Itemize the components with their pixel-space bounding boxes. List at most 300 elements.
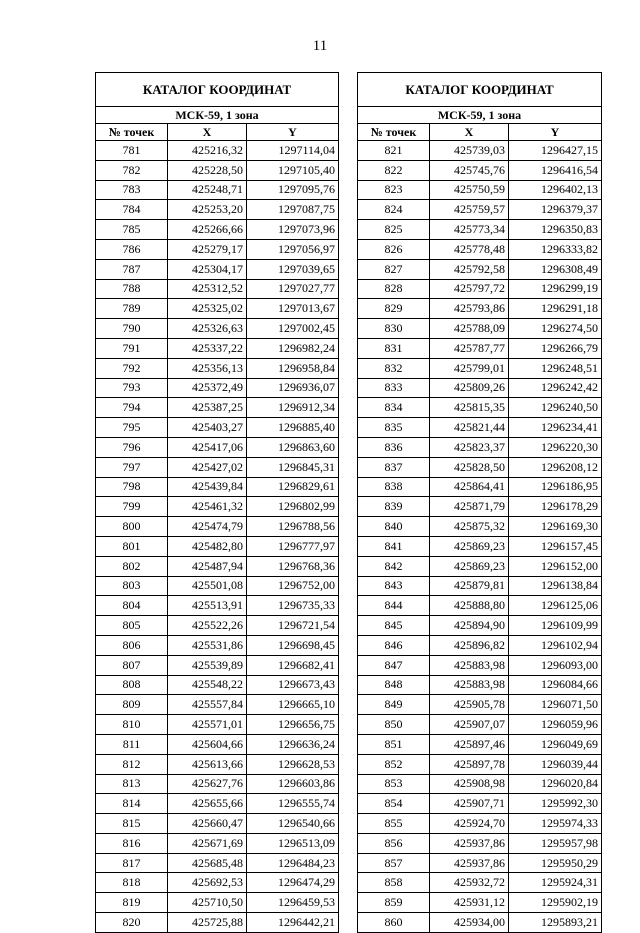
x-coordinate-cell: 425937,86: [430, 853, 509, 873]
table-row: [96, 220, 339, 240]
y-coordinate-cell: 1296248,51: [509, 358, 602, 378]
point-number-cell: 816: [96, 833, 168, 853]
x-coordinate-cell: 425907,07: [430, 715, 509, 735]
y-coordinate-cell: 1296982,24: [247, 338, 339, 358]
table-row: [96, 695, 339, 715]
table-row: [96, 358, 339, 378]
x-coordinate-cell: 425739,03: [430, 141, 509, 161]
point-number-cell: 838: [358, 477, 430, 497]
x-coordinate-cell: 425725,88: [168, 913, 247, 933]
point-number-cell: 829: [358, 299, 430, 319]
column-header-x: X: [168, 124, 247, 141]
y-coordinate-cell: 1296299,19: [509, 279, 602, 299]
table-row: [358, 814, 602, 834]
y-coordinate-cell: 1296474,29: [247, 873, 339, 893]
point-number-cell: 799: [96, 497, 168, 517]
table-row: [96, 893, 339, 913]
x-coordinate-cell: 425337,22: [168, 338, 247, 358]
x-coordinate-cell: 425787,77: [430, 338, 509, 358]
x-coordinate-cell: 425809,26: [430, 378, 509, 398]
table-row: [358, 794, 602, 814]
x-coordinate-cell: 425792,58: [430, 259, 509, 279]
y-coordinate-cell: 1296829,61: [247, 477, 339, 497]
point-number-cell: 828: [358, 279, 430, 299]
x-coordinate-cell: 425896,82: [430, 635, 509, 655]
point-number-cell: 823: [358, 180, 430, 200]
x-coordinate-cell: 425627,76: [168, 774, 247, 794]
point-number-cell: 844: [358, 596, 430, 616]
y-coordinate-cell: 1296138,84: [509, 576, 602, 596]
x-coordinate-cell: 425778,48: [430, 239, 509, 259]
point-number-cell: 797: [96, 457, 168, 477]
table-row: [358, 675, 602, 695]
table-row: [96, 734, 339, 754]
y-coordinate-cell: 1295902,19: [509, 893, 602, 913]
point-number-cell: 858: [358, 873, 430, 893]
y-coordinate-cell: 1296721,54: [247, 616, 339, 636]
y-coordinate-cell: 1296698,45: [247, 635, 339, 655]
x-coordinate-cell: 425387,25: [168, 398, 247, 418]
x-coordinate-cell: 425513,91: [168, 596, 247, 616]
x-coordinate-cell: 425871,79: [430, 497, 509, 517]
x-coordinate-cell: 425828,50: [430, 457, 509, 477]
y-coordinate-cell: 1296540,66: [247, 814, 339, 834]
point-number-cell: 813: [96, 774, 168, 794]
point-number-cell: 846: [358, 635, 430, 655]
point-number-cell: 850: [358, 715, 430, 735]
x-coordinate-cell: 425823,37: [430, 437, 509, 457]
point-number-cell: 807: [96, 655, 168, 675]
x-coordinate-cell: 425875,32: [430, 517, 509, 537]
x-coordinate-cell: 425279,17: [168, 239, 247, 259]
y-coordinate-cell: 1296020,84: [509, 774, 602, 794]
x-coordinate-cell: 425897,78: [430, 754, 509, 774]
x-coordinate-cell: 425815,35: [430, 398, 509, 418]
point-number-cell: 787: [96, 259, 168, 279]
catalog-subtitle: МСК-59, 1 зона: [96, 107, 339, 124]
y-coordinate-cell: 1296169,30: [509, 517, 602, 537]
x-coordinate-cell: 425403,27: [168, 418, 247, 438]
point-number-cell: 781: [96, 141, 168, 161]
point-number-cell: 809: [96, 695, 168, 715]
point-number-cell: 851: [358, 734, 430, 754]
table-row: [96, 160, 339, 180]
y-coordinate-cell: 1296333,82: [509, 239, 602, 259]
x-coordinate-cell: 425864,41: [430, 477, 509, 497]
table-row: [358, 457, 602, 477]
y-coordinate-cell: 1296603,86: [247, 774, 339, 794]
point-number-cell: 848: [358, 675, 430, 695]
table-row: [96, 477, 339, 497]
y-coordinate-cell: 1296208,12: [509, 457, 602, 477]
table-row: [358, 596, 602, 616]
point-number-cell: 791: [96, 338, 168, 358]
y-coordinate-cell: 1296049,69: [509, 734, 602, 754]
table-row: [96, 596, 339, 616]
column-header-point-number: № точек: [96, 124, 168, 141]
x-coordinate-cell: 425557,84: [168, 695, 247, 715]
y-coordinate-cell: 1296636,24: [247, 734, 339, 754]
x-coordinate-cell: 425427,02: [168, 457, 247, 477]
table-row: [358, 358, 602, 378]
table-row: [358, 913, 602, 933]
point-number-cell: 841: [358, 536, 430, 556]
y-coordinate-cell: 1296402,13: [509, 180, 602, 200]
x-coordinate-cell: 425439,84: [168, 477, 247, 497]
y-coordinate-cell: 1296152,00: [509, 556, 602, 576]
y-coordinate-cell: 1295950,29: [509, 853, 602, 873]
y-coordinate-cell: 1296071,50: [509, 695, 602, 715]
table-row: [358, 398, 602, 418]
y-coordinate-cell: 1296656,75: [247, 715, 339, 735]
point-number-cell: 783: [96, 180, 168, 200]
x-coordinate-cell: 425253,20: [168, 200, 247, 220]
catalog-title: КАТАЛОГ КООРДИНАТ: [358, 73, 602, 107]
y-coordinate-cell: 1296178,29: [509, 497, 602, 517]
table-row: [358, 259, 602, 279]
column-header-point-number: № точек: [358, 124, 430, 141]
point-number-cell: 788: [96, 279, 168, 299]
point-number-cell: 859: [358, 893, 430, 913]
x-coordinate-cell: 425710,50: [168, 893, 247, 913]
x-coordinate-cell: 425482,80: [168, 536, 247, 556]
table-row: [358, 556, 602, 576]
point-number-cell: 842: [358, 556, 430, 576]
x-coordinate-cell: 425326,63: [168, 319, 247, 339]
table-row: [96, 299, 339, 319]
point-number-cell: 836: [358, 437, 430, 457]
point-number-cell: 860: [358, 913, 430, 933]
table-row: [96, 754, 339, 774]
y-coordinate-cell: 1297114,04: [247, 141, 339, 161]
table-row: [96, 239, 339, 259]
table-row: [358, 734, 602, 754]
point-number-cell: 803: [96, 576, 168, 596]
y-coordinate-cell: 1295957,98: [509, 833, 602, 853]
column-header-x: X: [430, 124, 509, 141]
x-coordinate-cell: 425894,90: [430, 616, 509, 636]
table-row: [96, 635, 339, 655]
y-coordinate-cell: 1296788,56: [247, 517, 339, 537]
table-row: [96, 418, 339, 438]
table-row: [358, 635, 602, 655]
y-coordinate-cell: 1296845,31: [247, 457, 339, 477]
coordinate-catalog-table-right: [357, 72, 602, 933]
point-number-cell: 826: [358, 239, 430, 259]
x-coordinate-cell: 425773,34: [430, 220, 509, 240]
point-number-cell: 854: [358, 794, 430, 814]
y-coordinate-cell: 1296665,10: [247, 695, 339, 715]
table-row: [358, 695, 602, 715]
table-row: [96, 338, 339, 358]
x-coordinate-cell: 425613,66: [168, 754, 247, 774]
y-coordinate-cell: 1296109,99: [509, 616, 602, 636]
table-row: [96, 398, 339, 418]
table-row: [358, 536, 602, 556]
point-number-cell: 840: [358, 517, 430, 537]
point-number-cell: 831: [358, 338, 430, 358]
x-coordinate-cell: 425692,53: [168, 873, 247, 893]
column-header-y: Y: [509, 124, 602, 141]
y-coordinate-cell: 1296093,00: [509, 655, 602, 675]
point-number-cell: 847: [358, 655, 430, 675]
x-coordinate-cell: 425907,71: [430, 794, 509, 814]
table-row: [358, 754, 602, 774]
table-row: [358, 517, 602, 537]
table-row: [96, 497, 339, 517]
point-number-cell: 782: [96, 160, 168, 180]
x-coordinate-cell: 425788,09: [430, 319, 509, 339]
y-coordinate-cell: 1296291,18: [509, 299, 602, 319]
column-header-y: Y: [247, 124, 339, 141]
y-coordinate-cell: 1297027,77: [247, 279, 339, 299]
y-coordinate-cell: 1296416,54: [509, 160, 602, 180]
y-coordinate-cell: 1296484,23: [247, 853, 339, 873]
point-number-cell: 839: [358, 497, 430, 517]
point-number-cell: 793: [96, 378, 168, 398]
point-number-cell: 808: [96, 675, 168, 695]
x-coordinate-cell: 425932,72: [430, 873, 509, 893]
table-row: [358, 220, 602, 240]
x-coordinate-cell: 425356,13: [168, 358, 247, 378]
catalog-subtitle: МСК-59, 1 зона: [358, 107, 602, 124]
point-number-cell: 790: [96, 319, 168, 339]
y-coordinate-cell: 1296628,53: [247, 754, 339, 774]
point-number-cell: 837: [358, 457, 430, 477]
y-coordinate-cell: 1297087,75: [247, 200, 339, 220]
x-coordinate-cell: 425759,57: [430, 200, 509, 220]
point-number-cell: 796: [96, 437, 168, 457]
table-row: [96, 279, 339, 299]
table-row: [96, 675, 339, 695]
table-row: [96, 814, 339, 834]
y-coordinate-cell: 1296958,84: [247, 358, 339, 378]
y-coordinate-cell: 1296777,97: [247, 536, 339, 556]
table-row: [358, 141, 602, 161]
table-row: [358, 616, 602, 636]
y-coordinate-cell: 1297056,97: [247, 239, 339, 259]
x-coordinate-cell: 425266,66: [168, 220, 247, 240]
table-row: [96, 853, 339, 873]
point-number-cell: 832: [358, 358, 430, 378]
table-row: [358, 477, 602, 497]
y-coordinate-cell: 1296673,43: [247, 675, 339, 695]
point-number-cell: 819: [96, 893, 168, 913]
x-coordinate-cell: 425548,22: [168, 675, 247, 695]
table-row: [96, 794, 339, 814]
point-number-cell: 834: [358, 398, 430, 418]
x-coordinate-cell: 425799,01: [430, 358, 509, 378]
table-row: [358, 200, 602, 220]
x-coordinate-cell: 425888,80: [430, 596, 509, 616]
x-coordinate-cell: 425604,66: [168, 734, 247, 754]
y-coordinate-cell: 1296459,53: [247, 893, 339, 913]
point-number-cell: 811: [96, 734, 168, 754]
y-coordinate-cell: 1296059,96: [509, 715, 602, 735]
point-number-cell: 821: [358, 141, 430, 161]
x-coordinate-cell: 425248,71: [168, 180, 247, 200]
x-coordinate-cell: 425372,49: [168, 378, 247, 398]
x-coordinate-cell: 425461,32: [168, 497, 247, 517]
point-number-cell: 833: [358, 378, 430, 398]
y-coordinate-cell: 1297105,40: [247, 160, 339, 180]
x-coordinate-cell: 425571,01: [168, 715, 247, 735]
point-number-cell: 818: [96, 873, 168, 893]
point-number-cell: 822: [358, 160, 430, 180]
table-row: [96, 319, 339, 339]
y-coordinate-cell: 1296125,06: [509, 596, 602, 616]
y-coordinate-cell: 1296863,60: [247, 437, 339, 457]
point-number-cell: 792: [96, 358, 168, 378]
x-coordinate-cell: 425931,12: [430, 893, 509, 913]
table-row: [358, 418, 602, 438]
table-row: [358, 873, 602, 893]
x-coordinate-cell: 425797,72: [430, 279, 509, 299]
y-coordinate-cell: 1296379,37: [509, 200, 602, 220]
x-coordinate-cell: 425883,98: [430, 675, 509, 695]
table-row: [96, 141, 339, 161]
x-coordinate-cell: 425869,23: [430, 556, 509, 576]
table-row: [96, 180, 339, 200]
y-coordinate-cell: 1296274,50: [509, 319, 602, 339]
y-coordinate-cell: 1296240,50: [509, 398, 602, 418]
y-coordinate-cell: 1296234,41: [509, 418, 602, 438]
x-coordinate-cell: 425539,89: [168, 655, 247, 675]
table-row: [96, 715, 339, 735]
point-number-cell: 786: [96, 239, 168, 259]
x-coordinate-cell: 425937,86: [430, 833, 509, 853]
point-number-cell: 856: [358, 833, 430, 853]
table-row: [358, 180, 602, 200]
point-number-cell: 795: [96, 418, 168, 438]
x-coordinate-cell: 425905,78: [430, 695, 509, 715]
point-number-cell: 800: [96, 517, 168, 537]
table-row: [358, 715, 602, 735]
y-coordinate-cell: 1296802,99: [247, 497, 339, 517]
table-row: [358, 319, 602, 339]
table-row: [358, 774, 602, 794]
table-row: [96, 774, 339, 794]
y-coordinate-cell: 1296102,94: [509, 635, 602, 655]
y-coordinate-cell: 1296427,15: [509, 141, 602, 161]
x-coordinate-cell: 425501,08: [168, 576, 247, 596]
point-number-cell: 855: [358, 814, 430, 834]
x-coordinate-cell: 425216,32: [168, 141, 247, 161]
x-coordinate-cell: 425883,98: [430, 655, 509, 675]
point-number-cell: 824: [358, 200, 430, 220]
y-coordinate-cell: 1295893,21: [509, 913, 602, 933]
x-coordinate-cell: 425417,06: [168, 437, 247, 457]
x-coordinate-cell: 425879,81: [430, 576, 509, 596]
point-number-cell: 806: [96, 635, 168, 655]
table-row: [96, 833, 339, 853]
y-coordinate-cell: 1297073,96: [247, 220, 339, 240]
y-coordinate-cell: 1297039,65: [247, 259, 339, 279]
x-coordinate-cell: 425671,69: [168, 833, 247, 853]
x-coordinate-cell: 425304,17: [168, 259, 247, 279]
table-row: [96, 378, 339, 398]
y-coordinate-cell: 1296885,40: [247, 418, 339, 438]
point-number-cell: 852: [358, 754, 430, 774]
point-number-cell: 817: [96, 853, 168, 873]
y-coordinate-cell: 1295974,33: [509, 814, 602, 834]
point-number-cell: 853: [358, 774, 430, 794]
y-coordinate-cell: 1296157,45: [509, 536, 602, 556]
x-coordinate-cell: 425531,86: [168, 635, 247, 655]
y-coordinate-cell: 1296350,83: [509, 220, 602, 240]
y-coordinate-cell: 1296682,41: [247, 655, 339, 675]
table-row: [358, 239, 602, 259]
y-coordinate-cell: 1296186,95: [509, 477, 602, 497]
table-row: [96, 576, 339, 596]
table-row: [96, 536, 339, 556]
point-number-cell: 857: [358, 853, 430, 873]
table-row: [96, 616, 339, 636]
x-coordinate-cell: 425487,94: [168, 556, 247, 576]
point-number-cell: 794: [96, 398, 168, 418]
page-number: 11: [312, 38, 328, 54]
y-coordinate-cell: 1295924,31: [509, 873, 602, 893]
point-number-cell: 815: [96, 814, 168, 834]
point-number-cell: 798: [96, 477, 168, 497]
point-number-cell: 805: [96, 616, 168, 636]
y-coordinate-cell: 1296039,44: [509, 754, 602, 774]
point-number-cell: 789: [96, 299, 168, 319]
x-coordinate-cell: 425934,00: [430, 913, 509, 933]
table-row: [358, 437, 602, 457]
table-row: [358, 833, 602, 853]
table-row: [96, 437, 339, 457]
y-coordinate-cell: 1296442,21: [247, 913, 339, 933]
y-coordinate-cell: 1296266,79: [509, 338, 602, 358]
table-row: [96, 259, 339, 279]
point-number-cell: 843: [358, 576, 430, 596]
table-row: [358, 853, 602, 873]
table-row: [96, 457, 339, 477]
table-row: [358, 338, 602, 358]
coordinate-catalog-table-left: [95, 72, 339, 933]
point-number-cell: 804: [96, 596, 168, 616]
y-coordinate-cell: 1296735,33: [247, 596, 339, 616]
point-number-cell: 812: [96, 754, 168, 774]
y-coordinate-cell: 1297095,76: [247, 180, 339, 200]
y-coordinate-cell: 1296912,34: [247, 398, 339, 418]
x-coordinate-cell: 425745,76: [430, 160, 509, 180]
point-number-cell: 845: [358, 616, 430, 636]
table-row: [96, 913, 339, 933]
table-row: [358, 160, 602, 180]
table-row: [358, 378, 602, 398]
table-row: [358, 497, 602, 517]
point-number-cell: 827: [358, 259, 430, 279]
y-coordinate-cell: 1296555,74: [247, 794, 339, 814]
x-coordinate-cell: 425660,47: [168, 814, 247, 834]
y-coordinate-cell: 1296936,07: [247, 378, 339, 398]
table-row: [358, 299, 602, 319]
table-row: [358, 655, 602, 675]
point-number-cell: 801: [96, 536, 168, 556]
x-coordinate-cell: 425685,48: [168, 853, 247, 873]
point-number-cell: 835: [358, 418, 430, 438]
table-row: [358, 279, 602, 299]
table-row: [96, 655, 339, 675]
point-number-cell: 802: [96, 556, 168, 576]
y-coordinate-cell: 1296220,30: [509, 437, 602, 457]
point-number-cell: 785: [96, 220, 168, 240]
x-coordinate-cell: 425228,50: [168, 160, 247, 180]
y-coordinate-cell: 1296242,42: [509, 378, 602, 398]
table-row: [96, 517, 339, 537]
